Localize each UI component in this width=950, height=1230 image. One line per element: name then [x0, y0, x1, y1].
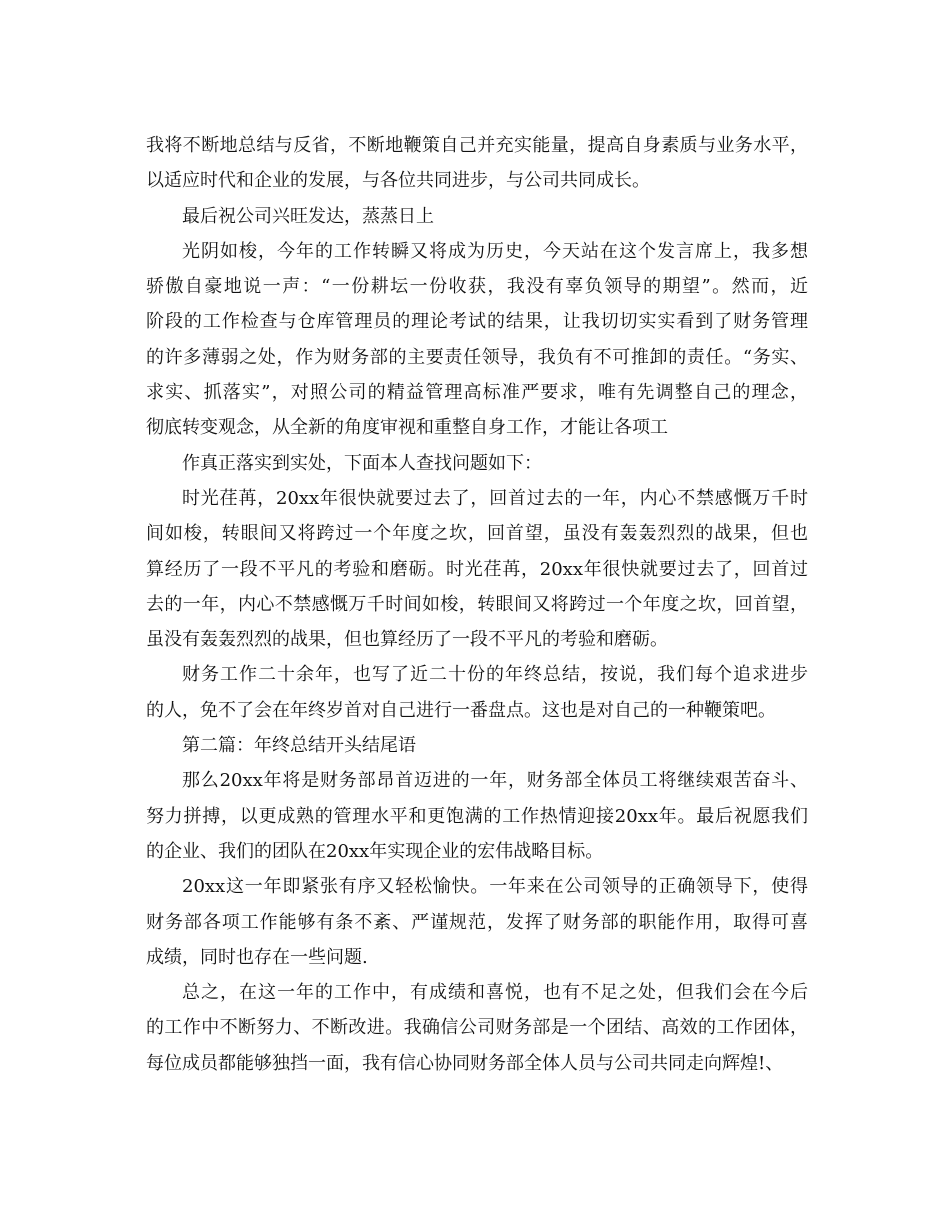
text-line: 光阴如梭，今年的工作转瞬又将成为历史，今天站在这个发言席上，我多想: [182, 240, 808, 262]
text-line: 求实、抓落实”，对照公司的精益管理高标准严要求，唯有先调整自己的理念，: [146, 382, 808, 404]
text-line: 的许多薄弱之处，作为财务部的主要责任领导，我负有不可推卸的责任。“务实、: [146, 346, 808, 368]
text-line: 间如梭，转眼间又将跨过一个年度之坎，回首望，虽没有轰轰烈烈的战果，但也: [146, 523, 808, 545]
document-body: [146, 128, 808, 1081]
text-line: 时光荏苒，20xx年很快就要过去了，回首过去的一年，内心不禁感慨万千时: [182, 487, 808, 509]
text-line: 成绩，同时也存在一些问题.: [146, 946, 368, 968]
text-line: 每位成员都能够独挡一面，我有信心协同财务部全体人员与公司共同走向辉煌!、: [146, 1052, 784, 1074]
text-line: 的人，免不了会在年终岁首对自己进行一番盘点。这也是对自己的一种鞭策吧。: [146, 699, 776, 721]
text-line: 的工作中不断努力、不断改进。我确信公司财务部是一个团结、高效的工作团体，: [146, 1017, 808, 1039]
text-line: 财务工作二十余年，也写了近二十份的年终总结，按说，我们每个追求进步: [182, 664, 808, 686]
text-line: 那么20xx年将是财务部昂首迈进的一年，财务部全体员工将继续艰苦奋斗、: [182, 770, 808, 792]
text-line: 第二篇：年终总结开头结尾语: [182, 735, 416, 757]
text-line: 骄傲自豪地说一声：“一份耕坛一份收获，我没有辜负领导的期望”。然而，近: [146, 276, 808, 298]
text-line: 20xx这一年即紧张有序又轻松愉快。一年来在公司领导的正确领导下，使得: [182, 876, 808, 898]
text-line: 最后祝公司兴旺发达，蒸蒸日上: [182, 205, 434, 227]
text-line: 去的一年，内心不禁感慨万千时间如梭，转眼间又将跨过一个年度之坎，回首望，: [146, 593, 808, 615]
text-line: 财务部各项工作能够有条不紊、严谨规范，发挥了财务部的职能作用，取得可喜: [146, 911, 808, 933]
text-line: 我将不断地总结与反省，不断地鞭策自己并充实能量，提高自身素质与业务水平，: [146, 135, 808, 156]
text-line: 算经历了一段不平凡的考验和磨砺。时光荏苒，20xx年很快就要过去了，回首过: [146, 558, 808, 580]
text-line: 努力拼搏，以更成熟的管理水平和更饱满的工作热情迎接20xx年。最后祝愿我们: [146, 805, 808, 827]
text-line: 虽没有轰轰烈烈的战果，但也算经历了一段不平凡的考验和磨砺。: [146, 629, 668, 651]
text-line: 总之，在这一年的工作中，有成绩和喜悦，也有不足之处，但我们会在今后: [182, 982, 808, 1004]
text-line: 阶段的工作检查与仓库管理员的理论考试的结果，让我切切实实看到了财务管理: [146, 311, 808, 333]
text-line: 彻底转变观念，从全新的角度审视和重整自身工作，才能让各项工: [146, 417, 668, 439]
text-line: 作真正落实到实处，下面本人查找问题如下：: [182, 452, 542, 474]
text-line: 的企业、我们的团队在20xx年实现企业的宏伟战略目标。: [146, 840, 604, 862]
text-line: 以适应时代和企业的发展，与各位共同进步，与公司共同成长。: [146, 170, 650, 192]
